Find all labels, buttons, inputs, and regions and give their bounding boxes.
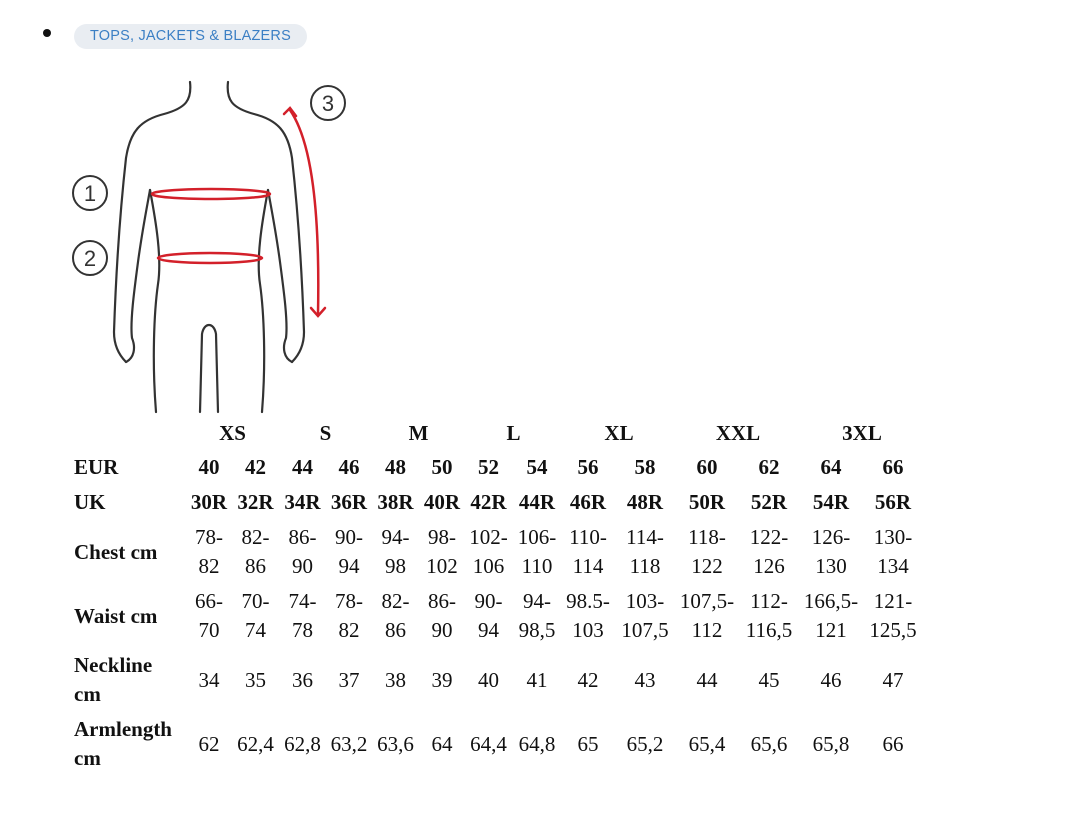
- table-cell-line: 78-: [335, 589, 363, 613]
- table-cell: 46R: [569, 490, 607, 514]
- table-cell: 50R: [688, 490, 726, 514]
- table-cell: 38R: [377, 490, 414, 514]
- size-group-header: S: [319, 420, 332, 445]
- table-row: [70, 648, 924, 712]
- table-cell: [465, 584, 512, 648]
- table-cell: [614, 520, 676, 584]
- table-row: [70, 584, 924, 648]
- table-cell: [232, 584, 279, 648]
- table-cell: 47: [882, 667, 904, 692]
- table-cell: [800, 520, 862, 584]
- table-cell-line: 114-: [626, 525, 664, 549]
- table-cell-line: 107,5-: [679, 589, 735, 613]
- row-label-line: cm: [74, 682, 101, 706]
- table-cell-line: 112-: [750, 589, 788, 613]
- table-cell-line: 98-: [428, 525, 456, 549]
- table-cell: 62,8: [284, 731, 321, 756]
- table-cell-line: 78-: [195, 525, 223, 549]
- table-cell-line: 66-: [195, 589, 223, 613]
- table-cell: 42: [245, 455, 266, 479]
- table-cell: [326, 584, 372, 648]
- table-cell: [738, 584, 800, 648]
- table-cell-line: 78: [292, 618, 313, 642]
- table-cell-line: 94-: [523, 589, 551, 613]
- size-group-corner: [70, 416, 186, 450]
- table-row: [70, 450, 924, 485]
- table-cell: 48R: [626, 490, 664, 514]
- row-label: Chest cm: [74, 539, 158, 564]
- waist-measure-line: [158, 253, 262, 263]
- table-cell: 41: [526, 667, 548, 692]
- size-group-header: XL: [604, 420, 634, 445]
- table-cell-line: 86-: [288, 525, 317, 549]
- table-cell-line: 122: [691, 554, 723, 578]
- table-cell: 65,8: [812, 731, 850, 756]
- table-cell: 62,4: [237, 731, 274, 756]
- table-cell: 36: [292, 667, 313, 692]
- table-cell: 66: [882, 455, 904, 479]
- table-cell: [465, 520, 512, 584]
- size-group-header: M: [408, 420, 429, 445]
- table-cell: [862, 520, 924, 584]
- table-cell-line: 106: [472, 554, 505, 578]
- table-cell: [232, 520, 279, 584]
- table-cell-line: 94: [338, 554, 360, 578]
- table-cell-line: 130: [815, 554, 847, 578]
- table-cell: 34: [198, 667, 220, 692]
- row-label-line: Armlength: [74, 717, 172, 741]
- table-cell-line: 122-: [749, 525, 789, 549]
- row-label: EUR: [74, 455, 119, 479]
- table-cell-line: 70: [198, 618, 220, 642]
- table-cell: 50: [431, 455, 453, 479]
- table-cell-line: 118: [629, 554, 661, 578]
- marker-2-label: 2: [83, 246, 97, 271]
- table-cell: 48: [385, 455, 406, 479]
- table-cell: [676, 520, 738, 584]
- table-cell: [186, 520, 232, 584]
- table-cell: 46: [820, 667, 842, 692]
- size-group-header: 3XL: [842, 420, 882, 445]
- table-row: [70, 520, 924, 584]
- table-cell-line: 103-: [625, 589, 665, 613]
- table-cell: [279, 520, 326, 584]
- table-cell: 64,4: [470, 731, 507, 756]
- table-cell-line: 125,5: [869, 618, 917, 642]
- marker-3: [311, 86, 345, 120]
- table-cell-line: 86: [245, 554, 266, 578]
- table-cell: 64: [820, 455, 842, 479]
- table-cell: 65,2: [626, 731, 664, 756]
- table-cell-line: 126-: [811, 525, 851, 549]
- table-cell-line: 166,5-: [803, 589, 859, 613]
- table-cell: 32R: [237, 490, 274, 514]
- table-cell: 40R: [423, 490, 461, 514]
- table-cell: 60: [696, 455, 718, 479]
- table-cell: [419, 520, 465, 584]
- table-cell: 30R: [190, 490, 228, 514]
- table-cell-line: 126: [753, 554, 785, 578]
- table-cell-line: 94-: [381, 525, 410, 549]
- table-cell-line: 102-: [469, 525, 508, 549]
- table-cell: 39: [431, 667, 453, 692]
- table-cell: 45: [758, 667, 780, 692]
- table-cell: [800, 584, 862, 648]
- row-label-line: cm: [74, 746, 101, 770]
- table-cell: [862, 584, 924, 648]
- table-cell: 54R: [812, 490, 850, 514]
- table-cell: [562, 520, 614, 584]
- table-cell-line: 90: [431, 618, 453, 642]
- body-measurement-illustration: [60, 72, 360, 417]
- table-cell: 43: [634, 667, 656, 692]
- marker-1: [73, 176, 107, 210]
- table-cell: 44: [292, 455, 313, 479]
- table-cell: 37: [338, 667, 360, 692]
- table-cell: 54: [526, 455, 548, 479]
- table-cell-line: 82-: [381, 589, 410, 613]
- table-cell: 42: [577, 667, 599, 692]
- table-cell-line: 90: [292, 554, 313, 578]
- table-cell-line: 86-: [428, 589, 456, 613]
- table-cell-line: 82-: [241, 525, 270, 549]
- table-cell-line: 110: [521, 554, 553, 578]
- marker-3-label: 3: [321, 91, 335, 116]
- table-cell: 42R: [470, 490, 507, 514]
- table-cell: [512, 520, 562, 584]
- table-cell: [372, 520, 419, 584]
- table-cell-line: 70-: [241, 589, 270, 613]
- table-cell: 58: [634, 455, 656, 479]
- size-group-row: [70, 416, 924, 450]
- marker-2: [73, 241, 107, 275]
- table-cell-line: 112: [691, 618, 723, 642]
- table-cell-line: 107,5: [621, 618, 669, 642]
- table-cell: 36R: [330, 490, 368, 514]
- table-cell-line: 103: [572, 618, 604, 642]
- table-cell-line: 102: [426, 554, 458, 578]
- table-cell: 66: [882, 731, 904, 756]
- table-cell-line: 130-: [873, 525, 913, 549]
- table-cell: 44R: [518, 490, 556, 514]
- table-cell-line: 118-: [688, 525, 726, 549]
- table-cell: 64,8: [518, 731, 556, 756]
- table-cell: [614, 584, 676, 648]
- table-cell: 62: [758, 455, 780, 479]
- table-cell-line: 98.5-: [566, 589, 610, 613]
- table-cell: [419, 584, 465, 648]
- table-cell: 56R: [874, 490, 912, 514]
- chest-measure-line: [152, 189, 270, 199]
- size-chart-table: [70, 416, 924, 776]
- size-group-header: XXL: [715, 420, 761, 445]
- table-cell: [562, 584, 614, 648]
- table-cell: 38: [385, 667, 406, 692]
- table-cell: 65,4: [688, 731, 726, 756]
- table-cell: [676, 584, 738, 648]
- table-cell-line: 106-: [517, 525, 557, 549]
- table-cell-line: 98: [385, 554, 406, 578]
- table-cell-line: 116,5: [745, 618, 793, 642]
- table-cell: 63,6: [377, 731, 414, 756]
- table-cell: 52R: [750, 490, 788, 514]
- table-cell-line: 114: [572, 554, 604, 578]
- table-cell-line: 90-: [474, 589, 503, 613]
- table-cell: 35: [245, 667, 266, 692]
- table-cell-line: 82: [338, 618, 360, 642]
- table-cell: 40: [478, 667, 499, 692]
- row-label: [70, 712, 186, 776]
- table-cell-line: 121: [815, 618, 847, 642]
- table-cell-line: 121-: [873, 589, 913, 613]
- table-cell: [372, 584, 419, 648]
- table-cell: 64: [431, 731, 453, 756]
- table-row: [70, 485, 924, 520]
- table-cell-line: 86: [385, 618, 406, 642]
- table-cell-line: 94: [478, 618, 499, 642]
- marker-1-label: 1: [83, 181, 97, 206]
- table-cell-line: 90-: [335, 525, 363, 549]
- body-outline: [114, 82, 304, 412]
- table-cell: 46: [338, 455, 360, 479]
- table-cell: [186, 584, 232, 648]
- size-group-header: L: [506, 420, 521, 445]
- table-cell: 40: [198, 455, 220, 479]
- table-cell: 34R: [284, 490, 321, 514]
- table-cell-line: 74-: [288, 589, 317, 613]
- arm-length-arrow: [284, 108, 325, 316]
- category-tag[interactable]: TOPS, JACKETS & BLAZERS: [74, 24, 307, 49]
- list-bullet: [43, 29, 51, 37]
- size-group-header: XS: [219, 420, 246, 445]
- row-label: Waist cm: [74, 603, 158, 628]
- table-cell-line: 82: [198, 554, 220, 578]
- table-cell: 65: [577, 731, 599, 756]
- table-cell: 62: [198, 731, 220, 756]
- table-cell: [326, 520, 372, 584]
- table-cell: 56: [577, 455, 599, 479]
- table-row: [70, 712, 924, 776]
- table-cell: [279, 584, 326, 648]
- row-label-line: Neckline: [74, 653, 153, 677]
- table-cell: [512, 584, 562, 648]
- table-cell-line: 134: [877, 554, 909, 578]
- table-cell-line: 98,5: [518, 618, 556, 642]
- table-cell: 65,6: [750, 731, 788, 756]
- table-cell: 63,2: [330, 731, 368, 756]
- table-cell: [738, 520, 800, 584]
- row-label: [70, 648, 186, 712]
- row-label: UK: [74, 490, 106, 514]
- table-cell: 44: [696, 667, 718, 692]
- table-cell-line: 74: [245, 618, 266, 642]
- table-cell: 52: [478, 455, 499, 479]
- table-cell-line: 110-: [569, 525, 607, 549]
